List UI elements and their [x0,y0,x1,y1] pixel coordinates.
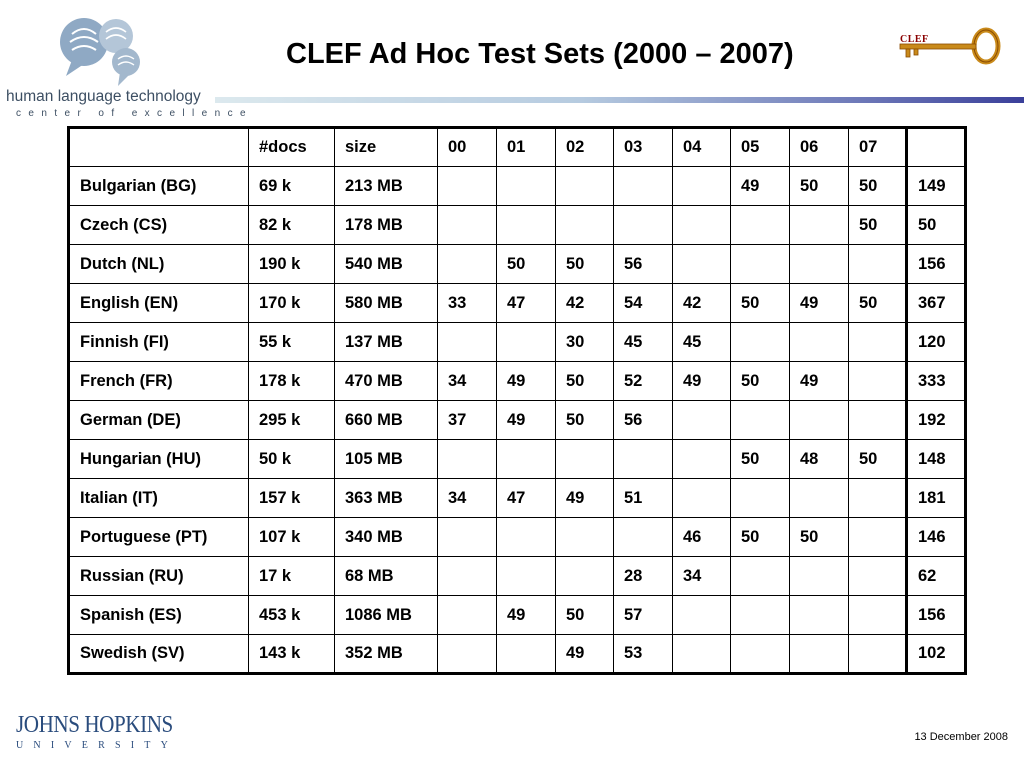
table-cell: 660 MB [335,401,438,440]
table-cell: 50 [731,440,790,479]
table-cell: 50 [849,440,907,479]
table-cell [438,596,497,635]
table-cell: 50 [790,518,849,557]
table-cell [790,479,849,518]
table-cell [438,440,497,479]
table-cell: 352 MB [335,635,438,674]
table-cell [438,518,497,557]
table-cell: 148 [907,440,966,479]
table-cell [673,479,731,518]
table-cell [849,323,907,362]
table-cell: 50 [849,206,907,245]
table-cell: 42 [673,284,731,323]
table-cell [673,245,731,284]
table-cell: 45 [673,323,731,362]
table-cell: 50 [556,596,614,635]
table-row [69,206,966,245]
table-cell: 50 [497,245,556,284]
table-cell [438,323,497,362]
table-cell: 143 k [249,635,335,674]
table-cell: 07 [849,128,907,167]
table-cell: Spanish (ES) [69,596,249,635]
table-cell [907,128,966,167]
table-cell: 213 MB [335,167,438,206]
table-cell: 01 [497,128,556,167]
table-row [69,362,966,401]
table-cell: 34 [438,362,497,401]
table-row [69,167,966,206]
table-cell: 00 [438,128,497,167]
table-cell [556,440,614,479]
table-cell [849,401,907,440]
table-cell: 50 [556,362,614,401]
table-cell: 49 [497,596,556,635]
table-cell [556,518,614,557]
table-cell [556,167,614,206]
table-cell: 57 [614,596,673,635]
table-cell: 17 k [249,557,335,596]
table-cell [614,167,673,206]
table-cell: 49 [790,284,849,323]
table-row [69,635,966,674]
table-cell: 50 [731,284,790,323]
table-cell: 56 [614,245,673,284]
table-cell: 28 [614,557,673,596]
table-cell [556,557,614,596]
table-cell: 50 [731,362,790,401]
table-cell: 1086 MB [335,596,438,635]
table-cell: 49 [731,167,790,206]
table-cell [614,206,673,245]
table-cell: 06 [790,128,849,167]
table-cell [497,206,556,245]
table-cell: Finnish (FI) [69,323,249,362]
jhu-subtitle: UNIVERSITY [16,740,178,751]
table-cell: 50 [556,401,614,440]
table-cell: 02 [556,128,614,167]
table-cell [731,596,790,635]
table-cell: 69 k [249,167,335,206]
table-cell: 137 MB [335,323,438,362]
table-cell: 120 [907,323,966,362]
table-cell: 50 [849,167,907,206]
table-row [69,284,966,323]
table-cell [731,557,790,596]
table-row [69,596,966,635]
table-cell: 54 [614,284,673,323]
table-cell [849,596,907,635]
table-cell: 156 [907,245,966,284]
table-cell: 55 k [249,323,335,362]
table-cell [438,557,497,596]
table-cell: Czech (CS) [69,206,249,245]
table-cell: 178 MB [335,206,438,245]
speech-bubbles-icon [58,14,148,89]
key-icon [896,26,1006,68]
table-cell [673,635,731,674]
table-cell: 49 [497,362,556,401]
table-cell: Bulgarian (BG) [69,167,249,206]
table-cell [849,245,907,284]
table-cell [497,557,556,596]
table-cell [438,167,497,206]
table-cell: 156 [907,596,966,635]
table-cell: 82 k [249,206,335,245]
jhu-name: JOHNS HOPKINS [16,712,173,738]
table-row [69,245,966,284]
table-cell: 50 [849,284,907,323]
table-cell: #docs [249,128,335,167]
table-cell [790,323,849,362]
table-cell: 190 k [249,245,335,284]
table-cell: 157 k [249,479,335,518]
table-cell: 102 [907,635,966,674]
table-row [69,557,966,596]
table-row [69,401,966,440]
table-cell [790,401,849,440]
table-cell [673,596,731,635]
table-cell: 363 MB [335,479,438,518]
table-cell: 540 MB [335,245,438,284]
clef-logo-text: CLEF [900,34,929,45]
table-cell: 62 [907,557,966,596]
table-cell: 105 MB [335,440,438,479]
table-cell: 50 [907,206,966,245]
table-cell [731,635,790,674]
table-cell [497,323,556,362]
table-cell [438,245,497,284]
table-cell: Swedish (SV) [69,635,249,674]
table-cell: 333 [907,362,966,401]
table-cell: 146 [907,518,966,557]
test-sets-table [67,126,967,675]
table-cell: 49 [556,635,614,674]
table-cell [790,557,849,596]
table-cell: 580 MB [335,284,438,323]
table-cell: 03 [614,128,673,167]
table-cell [731,206,790,245]
table-cell [790,245,849,284]
table-cell: 47 [497,479,556,518]
table-row [69,323,966,362]
table-cell: 181 [907,479,966,518]
table-cell: 04 [673,128,731,167]
table-cell [849,518,907,557]
table-cell [673,167,731,206]
table-cell: 52 [614,362,673,401]
table-cell [731,245,790,284]
logo-subtitle: center of excellence [16,108,253,119]
table-cell: Portuguese (PT) [69,518,249,557]
table-cell: 34 [438,479,497,518]
table-row [69,518,966,557]
table-cell: 340 MB [335,518,438,557]
table-cell: 50 [790,167,849,206]
table-cell [731,479,790,518]
table-cell: 68 MB [335,557,438,596]
table-cell: German (DE) [69,401,249,440]
table-cell: 42 [556,284,614,323]
table-cell: 46 [673,518,731,557]
table-cell: Dutch (NL) [69,245,249,284]
table-cell: 107 k [249,518,335,557]
table-cell: 295 k [249,401,335,440]
table-cell [497,518,556,557]
table-cell: 49 [673,362,731,401]
table-cell: 34 [673,557,731,596]
table-cell: 37 [438,401,497,440]
table-cell [556,206,614,245]
table-cell [790,596,849,635]
table-cell [497,167,556,206]
logo-title: human language technology [6,88,201,105]
table-cell [790,635,849,674]
table-cell: 50 [731,518,790,557]
table-cell: 50 k [249,440,335,479]
table-cell [849,557,907,596]
table-cell: 56 [614,401,673,440]
table-header-row [69,128,966,167]
hltcoe-logo [0,0,253,125]
table-cell: 50 [556,245,614,284]
jhu-logo [16,712,194,751]
table-cell: 49 [790,362,849,401]
table-cell [731,323,790,362]
table-cell: 49 [497,401,556,440]
table-cell [849,362,907,401]
table-cell: French (FR) [69,362,249,401]
table-cell: Hungarian (HU) [69,440,249,479]
slide-date: 13 December 2008 [914,731,1008,743]
header-divider [215,97,1024,103]
table-cell: size [335,128,438,167]
table-cell [790,206,849,245]
table-cell: Russian (RU) [69,557,249,596]
table-cell [731,401,790,440]
table-cell [673,440,731,479]
table-cell: 48 [790,440,849,479]
table-cell: 05 [731,128,790,167]
table-cell: 53 [614,635,673,674]
table-cell: Italian (IT) [69,479,249,518]
table-cell: 453 k [249,596,335,635]
table-cell [614,518,673,557]
table-cell: 470 MB [335,362,438,401]
table-cell: English (EN) [69,284,249,323]
table-row [69,479,966,518]
table-cell [614,440,673,479]
table-cell: 49 [556,479,614,518]
table-cell [438,635,497,674]
table-row [69,440,966,479]
table-cell: 51 [614,479,673,518]
table-cell [673,401,731,440]
table-cell: 367 [907,284,966,323]
table-cell: 45 [614,323,673,362]
slide-title: CLEF Ad Hoc Test Sets (2000 – 2007) [286,38,794,70]
table-cell [673,206,731,245]
table-cell: 192 [907,401,966,440]
table-cell [497,635,556,674]
table-cell: 178 k [249,362,335,401]
table-cell: 30 [556,323,614,362]
table-cell: 170 k [249,284,335,323]
table-cell: 149 [907,167,966,206]
table-cell [849,479,907,518]
table-cell [497,440,556,479]
table-cell [438,206,497,245]
table-cell [849,635,907,674]
table-cell: 47 [497,284,556,323]
table-cell: 33 [438,284,497,323]
table-cell [69,128,249,167]
